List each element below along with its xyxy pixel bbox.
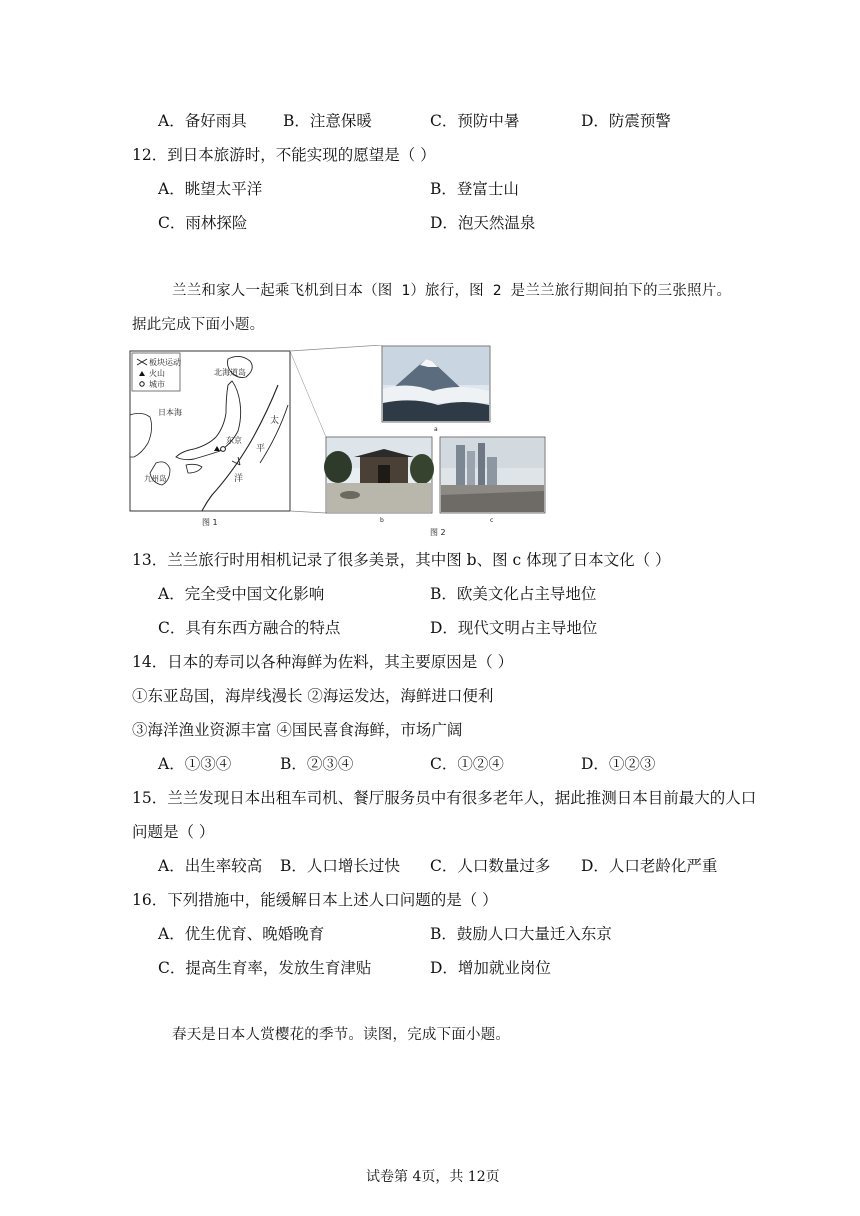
q15-stem-2: 问题是（ ） [132,823,215,841]
photo-b-label: b [380,517,384,524]
photo-c-city [440,437,545,513]
q12-option-d: D．泡天然温泉 [430,214,536,232]
q11-option-a: A．备好雨具 [158,112,247,130]
q15-option-d: D．人口老龄化严重 [581,857,718,875]
intro-2: 春天是日本人赏樱花的季节。读图，完成下面小题。 [172,1027,511,1043]
q15-option-b: B．人口增长过快 [280,857,400,875]
legend-city: 城市 [149,380,165,389]
photo-b-temple [324,437,434,513]
japan-figure [128,345,550,540]
q16-option-c: C．提高生育率，发放生育津贴 [158,959,372,977]
q11-option-c: C．预防中暑 [430,112,520,130]
q14-option-d: D．①②③ [581,755,656,773]
q14-option-a: A．①③④ [158,755,232,773]
city-icon [140,382,144,386]
label-pacific-3: 洋 [234,474,244,484]
q14-items-1: ①东亚岛国，海岸线漫长 ②海运发达，海鲜进口便利 [132,687,494,705]
photo-c-label: c [490,517,494,524]
q12-option-a: A．眺望太平洋 [158,180,263,198]
q14-option-c: C．①②④ [430,755,504,773]
q16-option-d: D．增加就业岗位 [430,959,551,977]
q13-stem: 13．兰兰旅行时用相机记录了很多美景，其中图 b、图 c 体现了日本文化（ ） [132,551,671,569]
q13-option-b: B．欧美文化占主导地位 [430,585,597,603]
q11-option-d: D．防震预警 [581,112,671,130]
label-hokkaido: 北海道岛 [214,368,246,377]
fig1-caption: 图 1 [202,518,218,527]
label-pacific-1: 太 [270,416,280,426]
label-pacific-2: 平 [256,444,266,454]
label-tokyo: 东京 [226,436,242,445]
q12-option-b: B．登富士山 [430,180,519,198]
legend-plate: 板块运动 [149,358,181,367]
intro-1-line-1: 兰兰和家人一起乘飞机到日本（图 1）旅行，图 2 是兰兰旅行期间拍下的三张照片。 [172,283,732,299]
q16-stem: 16．下列措施中，能缓解日本上述人口问题的是（ ） [132,891,498,909]
q14-items-2: ③海洋渔业资源丰富 ④国民喜食海鲜，市场广阔 [132,721,463,739]
q14-stem: 14．日本的寿司以各种海鲜为佐料，其主要原因是（ ） [132,653,514,671]
q13-option-c: C．具有东西方融合的特点 [158,619,341,637]
legend-volcano: 火山 [149,369,165,378]
q13-option-d: D．现代文明占主导地位 [430,619,598,637]
q13-option-a: A．完全受中国文化影响 [158,585,325,603]
q12-stem: 12．到日本旅游时，不能实现的愿望是（ ） [132,146,436,164]
q15-option-a: A．出生率较高 [158,857,263,875]
q16-option-a: A．优生优育、晚婚晚育 [158,925,325,943]
q15-stem-1: 15．兰兰发现日本出租车司机、餐厅服务员中有很多老年人，据此推测日本目前最大的人口 [132,789,757,807]
photo-a-fuji [382,346,490,422]
intro-1-line-2: 据此完成下面小题。 [132,317,265,333]
q16-option-b: B．鼓励人口大量迁入东京 [430,925,612,943]
q12-option-c: C．雨林探险 [158,214,248,232]
q14-option-b: B．②③④ [280,755,354,773]
label-kyushu: 九州岛 [144,474,167,483]
label-sea-of-japan: 日本海 [158,408,182,417]
fig2-caption: 图 2 [430,528,446,537]
page-footer: 试卷第 4页，共 12页 [366,1169,500,1185]
photo-a-label: a [434,426,438,433]
q15-option-c: C．人口数量过多 [430,857,551,875]
q11-option-b: B．注意保暖 [283,112,372,130]
